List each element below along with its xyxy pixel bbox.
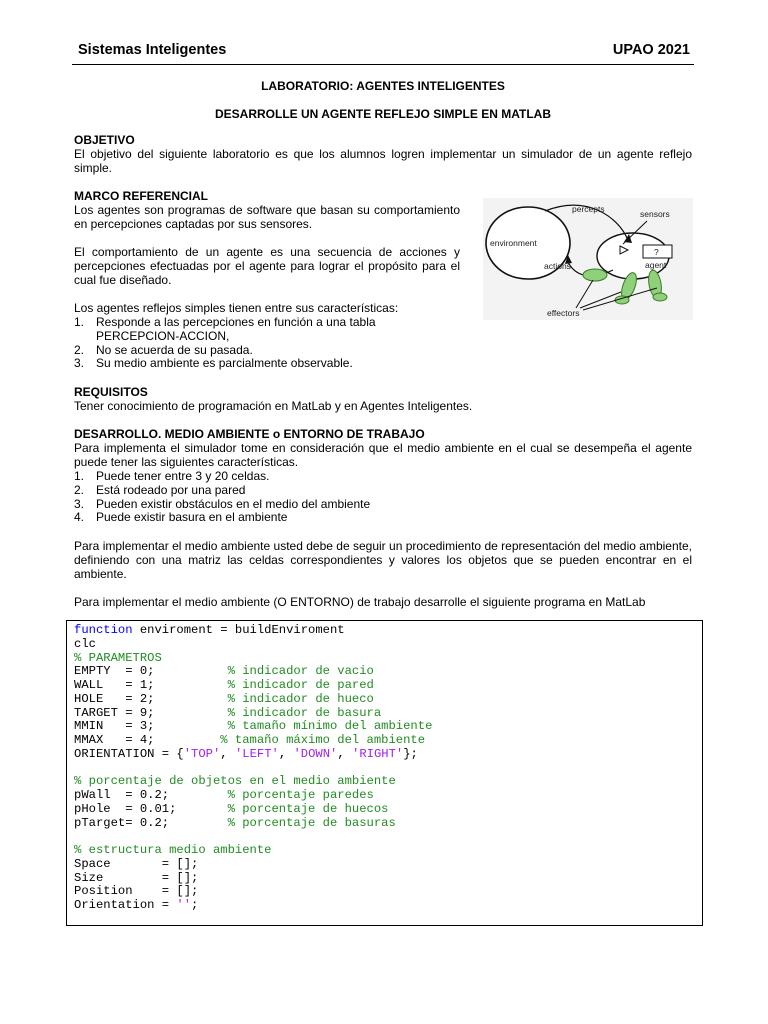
desarrollo-paragraph-2: Para implementar el medio ambiente usted debe de seguir un procedimiento de representación del medio ambiente, definiendo con una matriz las celdas correspondientes y valores los objetos que se pueden encontrar en el ambiente.: [74, 539, 692, 581]
list-text: Puede tener entre 3 y 20 celdas.: [96, 469, 270, 483]
list-text: Puede existir basura en el ambiente: [96, 510, 288, 525]
code-line: [74, 679, 702, 693]
list-item: [74, 344, 692, 358]
code-line: [74, 872, 702, 886]
list-item: [74, 511, 692, 525]
list-number: 4.: [74, 510, 85, 525]
code-token: Orientation =: [74, 898, 177, 912]
code-token: Space = [];: [74, 856, 199, 871]
code-line: [74, 885, 702, 899]
list-item: [74, 316, 396, 344]
code-token: % porcentaje de basuras: [227, 815, 396, 830]
percepts-label: percepts: [572, 204, 605, 214]
code-token: % PARAMETROS: [74, 650, 162, 665]
code-token: ORIENTATION = {: [74, 746, 184, 761]
code-token: % indicador de hueco: [227, 691, 374, 706]
code-line: [74, 734, 702, 748]
code-line: [74, 638, 702, 652]
page-header: [78, 42, 690, 62]
code-line: [74, 665, 702, 679]
marco-heading: MARCO REFERENCIAL: [74, 189, 208, 203]
code-token: EMPTY = 0;: [74, 664, 228, 679]
code-token: MMAX = 4;: [74, 733, 221, 747]
agent-environment-diagram: [483, 198, 693, 320]
code-line: [74, 817, 702, 831]
code-line: [74, 844, 702, 858]
code-token: };: [403, 746, 418, 761]
code-token: % porcentaje paredes: [227, 788, 374, 802]
code-token: 'TOP': [183, 746, 221, 761]
requisitos-text: Tener conocimiento de programación en MatLab y en Agentes Inteligentes.: [74, 399, 473, 413]
code-token: % tamaño máximo del ambiente: [220, 733, 426, 747]
code-token: ,: [278, 746, 294, 761]
institution-year: UPAO 2021: [612, 42, 690, 58]
code-token: 'LEFT': [234, 746, 279, 761]
objetivo-heading: OBJETIVO: [74, 133, 135, 147]
list-item: [74, 498, 692, 512]
requisitos-heading: REQUISITOS: [74, 385, 148, 399]
agent-label: agent: [645, 260, 667, 270]
list-number: 2.: [74, 342, 85, 357]
code-token: ,: [220, 746, 235, 761]
code-token: enviroment = buildEnviroment: [132, 623, 345, 637]
list-text: Responde a las percepciones en función a una tabla PERCEPCION-ACCION,: [96, 315, 376, 343]
code-line: [74, 748, 702, 762]
code-line: [74, 858, 702, 872]
agent-question: ?: [654, 247, 659, 257]
code-token: HOLE = 2;: [74, 691, 228, 706]
code-token: clc: [74, 636, 96, 651]
effectors-pointer-3: [583, 288, 657, 310]
code-token: % indicador de vacio: [227, 664, 374, 679]
desarrollo-list: [74, 470, 692, 525]
code-line: [74, 707, 702, 721]
list-number: 1.: [74, 469, 85, 483]
course-name: Sistemas Inteligentes: [78, 42, 227, 58]
document-title: LABORATORIO: AGENTES INTELIGENTES: [261, 79, 505, 93]
sensors-label: sensors: [640, 209, 670, 219]
list-text: Su medio ambiente es parcialmente observable.: [96, 356, 353, 371]
code-token: % estructura medio ambiente: [74, 843, 272, 857]
list-text: Está rodeado por una pared: [96, 482, 246, 497]
code-token: function: [74, 623, 133, 637]
code-token: ,: [337, 746, 352, 761]
code-token: 'RIGHT': [352, 746, 404, 761]
document-subtitle: DESARROLLE UN AGENTE REFLEJO SIMPLE EN MATLAB: [214, 107, 551, 121]
desarrollo-intro: Para implementa el simulador tome en consideración que el medio ambiente en el cual se desempeña el agente puede tener las siguientes características.: [74, 441, 692, 469]
code-line: [74, 693, 702, 707]
code-token: % porcentaje de huecos: [227, 801, 389, 816]
list-text: Pueden existir obstáculos en el medio del ambiente: [96, 496, 371, 511]
code-line: [74, 899, 702, 913]
list-number: 3.: [74, 356, 85, 371]
code-token: ;: [191, 898, 199, 912]
effectors-label: effectors: [547, 308, 580, 318]
header-divider: [72, 64, 694, 65]
marco-list: [74, 316, 692, 371]
code-line: [74, 624, 702, 638]
code-token: 'DOWN': [293, 746, 338, 761]
code-token: '': [176, 898, 192, 912]
list-item: [74, 470, 692, 484]
desarrollo-paragraph-3: Para implementar el medio ambiente (O ENTORNO) de trabajo desarrolle el siguiente programa en MatLab: [74, 595, 646, 609]
code-line: [74, 762, 702, 776]
agent-foot-right: [653, 293, 667, 301]
list-number: 2.: [74, 482, 85, 497]
code-token: % indicador de pared: [227, 678, 374, 692]
desarrollo-heading: DESARROLLO. MEDIO AMBIENTE o ENTORNO DE TRABAJO: [74, 427, 425, 441]
code-token: % indicador de basura: [227, 705, 382, 720]
code-token: pTarget= 0.2;: [74, 815, 228, 830]
code-line: [74, 720, 702, 734]
code-token: Size = [];: [74, 870, 199, 885]
code-token: Position = [];: [74, 884, 199, 899]
code-token: % porcentaje de objetos en el medio ambiente: [74, 774, 396, 789]
code-line: [74, 803, 702, 817]
list-number: 3.: [74, 496, 85, 511]
objetivo-text: El objetivo del siguiente laboratorio es que los alumnos logren implementar un simulador de un agente reflejo simple.: [74, 147, 692, 175]
code-line: [74, 775, 702, 789]
actions-label: actions: [544, 261, 571, 271]
code-token: pWall = 0.2;: [74, 788, 228, 802]
marco-paragraph-1: Los agentes son programas de software que basan su comportamiento en percepciones captadas por sus sensores.: [74, 203, 460, 231]
code-line: [74, 652, 702, 666]
code-token: pHole = 0.01;: [74, 801, 228, 816]
code-token: % tamaño mínimo del ambiente: [227, 719, 433, 734]
list-text: No se acuerda de su pasada.: [96, 342, 253, 357]
marco-paragraph-3: Los agentes reflejos simples tienen entre sus características:: [74, 301, 399, 315]
agent-arm: [583, 269, 607, 281]
matlab-code-block: [66, 620, 703, 926]
code-line: [74, 789, 702, 803]
list-item: [74, 484, 692, 498]
code-token: WALL = 1;: [74, 678, 228, 692]
code-token: TARGET = 9;: [74, 705, 228, 720]
environment-label: environment: [490, 238, 537, 248]
list-number: 1.: [74, 315, 85, 329]
marco-paragraph-2: El comportamiento de un agente es una secuencia de acciones y percepciones efectuadas por el agente para lograr el propósito para el cual fue diseñado.: [74, 245, 460, 287]
list-item: [74, 357, 692, 371]
code-token: MMIN = 3;: [74, 719, 228, 734]
code-line: [74, 830, 702, 844]
